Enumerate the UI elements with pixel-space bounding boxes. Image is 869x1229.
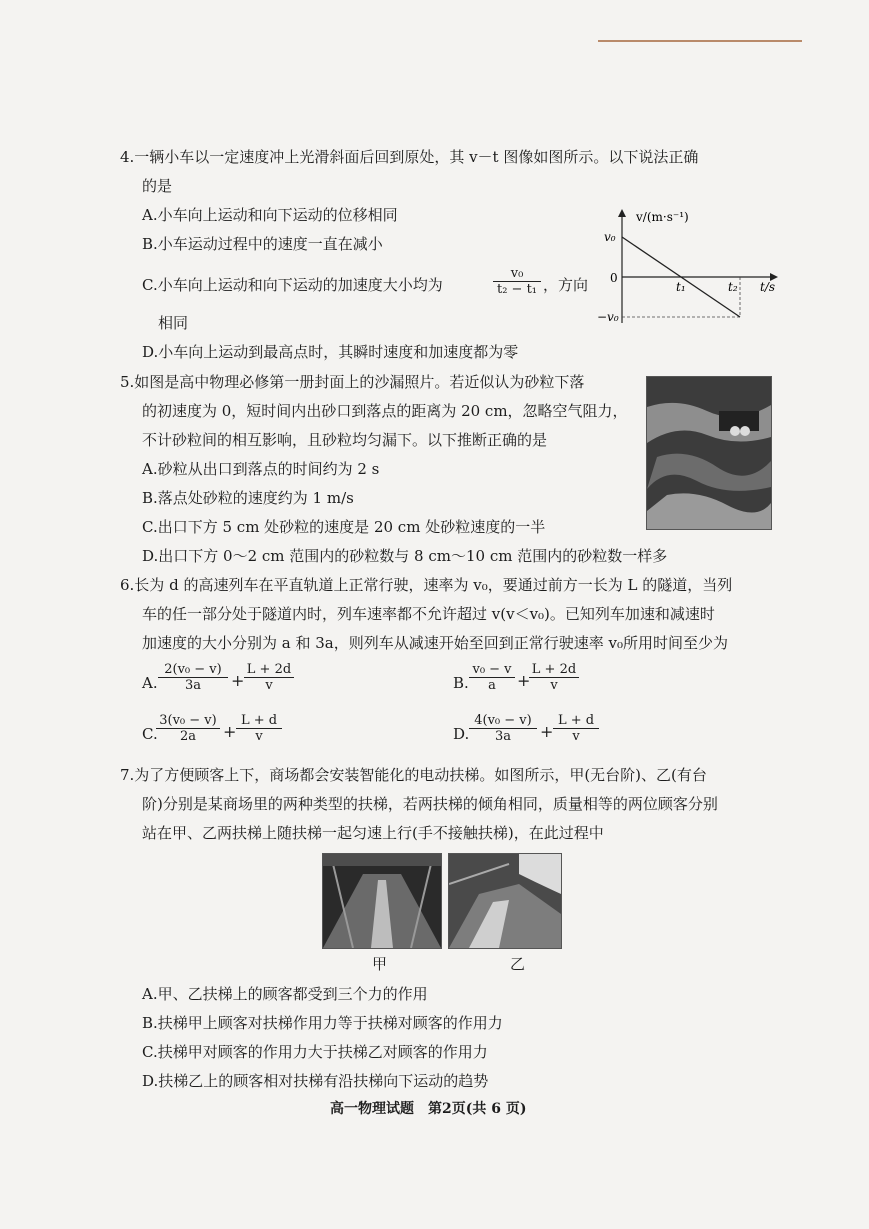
q5-line1: 5.如图是高中物理必修第一册封面上的沙漏照片。若近似认为砂粒下落 [120, 373, 585, 391]
q6-a-den2: v [265, 678, 273, 693]
q7-option-d: D.扶梯乙上的顾客相对扶梯有沿扶梯向下运动的趋势 [142, 1072, 489, 1090]
q6-c-num1: 3(v₀ − v) [156, 713, 220, 729]
vt-y-arrow [618, 209, 626, 217]
vt-v0-label: v₀ [604, 230, 616, 244]
q6-b-frac1 [469, 662, 515, 693]
q6-option-c-label: C. [142, 725, 158, 743]
label-yi: 乙 [510, 955, 526, 973]
q6-a-plus: + [231, 671, 245, 690]
q6-c-den1: 2a [179, 729, 197, 744]
q6-d-frac1 [469, 713, 537, 744]
q7-option-c: C.扶梯甲对顾客的作用力大于扶梯乙对顾客的作用力 [142, 1043, 488, 1061]
escalator-yi-photo [448, 853, 562, 949]
q6-d-num2: L + d [553, 713, 599, 729]
q4-stem-line2: 的是 [142, 177, 173, 195]
q6-c-num2: L + d [236, 713, 282, 729]
q5-option-c: C.出口下方 5 cm 处砂粒的速度是 20 cm 处砂粒速度的一半 [142, 518, 546, 536]
q7-line2: 阶)分别是某商场里的两种类型的扶梯，若两扶梯的倾角相同，质量相等的两位顾客分别 [142, 795, 718, 813]
q6-b-frac2 [529, 662, 579, 693]
q6-line1: 6.长为 d 的高速列车在平直轨道上正常行驶，速率为 v₀，要通过前方一长为 L 的隧道，当列 [120, 576, 733, 594]
q4-option-a: A.小车向上运动和向下运动的位移相同 [142, 206, 398, 224]
vt-neg-v0-label: −v₀ [597, 310, 619, 324]
q6-d-den1: 3a [494, 729, 512, 744]
vt-t2-label: t₂ [728, 280, 738, 294]
q7-line3: 站在甲、乙两扶梯上随扶梯一起匀速上行(手不接触扶梯)，在此过程中 [142, 824, 604, 842]
q7-option-a: A.甲、乙扶梯上的顾客都受到三个力的作用 [142, 985, 428, 1003]
q4-option-c-pre: C.小车向上运动和向下运动的加速度大小均为 [142, 276, 443, 294]
q4-option-b: B.小车运动过程中的速度一直在减小 [142, 235, 383, 253]
hourglass-photo [646, 376, 772, 530]
q5-line2: 的初速度为 0，短时间内出砂口到落点的距离为 20 cm，忽略空气阻力， [142, 402, 628, 420]
q6-b-num1: v₀ − v [469, 662, 515, 678]
q6-a-num1: 2(v₀ − v) [158, 662, 228, 678]
q6-d-den2: v [572, 729, 580, 744]
q6-line3: 加速度的大小分别为 a 和 3a，则列车从减速开始至回到正常行驶速率 v₀所用时间至少为 [142, 634, 728, 652]
q6-a-num2: L + 2d [244, 662, 294, 678]
q6-a-frac1 [158, 662, 228, 693]
q4-option-c-line2: 相同 [158, 314, 189, 332]
q6-b-num2: L + 2d [529, 662, 579, 678]
q5-line3: 不计砂粒间的相互影响，且砂粒均匀漏下。以下推断正确的是 [142, 431, 548, 449]
q7-line1: 7.为了方便顾客上下，商场都会安装智能化的电动扶梯。如图所示，甲(无台阶)、乙(有台 [120, 766, 707, 784]
q6-b-plus: + [517, 671, 531, 690]
q6-line2: 车的任一部分处于隧道内时，列车速率都不允许超过 v(v＜v₀)。已知列车加速和减速时 [142, 605, 715, 623]
vt-xlabel: t/s [760, 280, 776, 294]
q4-option-c-post: ，方向 [543, 276, 589, 294]
q4-option-d: D.小车向上运动到最高点时，其瞬时速度和加速度都为零 [142, 343, 519, 361]
q6-option-d-label: D. [453, 725, 470, 743]
q6-c-frac2 [236, 713, 282, 744]
vt-ylabel: v/(m·s⁻¹) [636, 210, 689, 224]
q4-c-frac-num: v₀ [493, 266, 541, 282]
q7-option-b: B.扶梯甲上顾客对扶梯作用力等于扶梯对顾客的作用力 [142, 1014, 503, 1032]
q5-option-b: B.落点处砂粒的速度约为 1 m/s [142, 489, 354, 507]
q6-a-frac2 [244, 662, 294, 693]
vt-graph [592, 205, 792, 333]
label-jia: 甲 [372, 955, 388, 973]
top-scan-line [598, 40, 802, 42]
q6-option-a-label: A. [142, 674, 158, 692]
q4-c-fraction [493, 266, 541, 297]
q6-d-plus: + [540, 722, 554, 741]
vt-origin-label: 0 [610, 271, 618, 285]
q6-a-den1: 3a [184, 678, 202, 693]
q5-option-d: D.出口下方 0～2 cm 范围内的砂粒数与 8 cm～10 cm 范围内的砂粒数一样多 [142, 547, 668, 565]
q6-b-den1: a [488, 678, 496, 693]
q6-d-frac2 [553, 713, 599, 744]
q4-option-c [142, 275, 443, 295]
q5-option-a: A.砂粒从出口到落点的时间约为 2 s [142, 460, 380, 478]
q6-option-b-label: B. [453, 674, 469, 692]
vt-t1-label: t₁ [676, 280, 686, 294]
q4-c-frac-den: t₂ − t₁ [496, 282, 538, 297]
q6-b-den2: v [550, 678, 558, 693]
page-footer: 高一物理试题 第2页(共 6 页) [330, 1101, 527, 1117]
q6-c-frac1 [156, 713, 220, 744]
q6-c-plus: + [223, 722, 237, 741]
escalator-jia-photo [322, 853, 442, 949]
q6-c-den2: v [255, 729, 263, 744]
q6-d-num1: 4(v₀ − v) [469, 713, 537, 729]
q4-stem-line1: 4.一辆小车以一定速度冲上光滑斜面后回到原处，其 v－t 图像如图所示。以下说法正确 [120, 148, 699, 166]
